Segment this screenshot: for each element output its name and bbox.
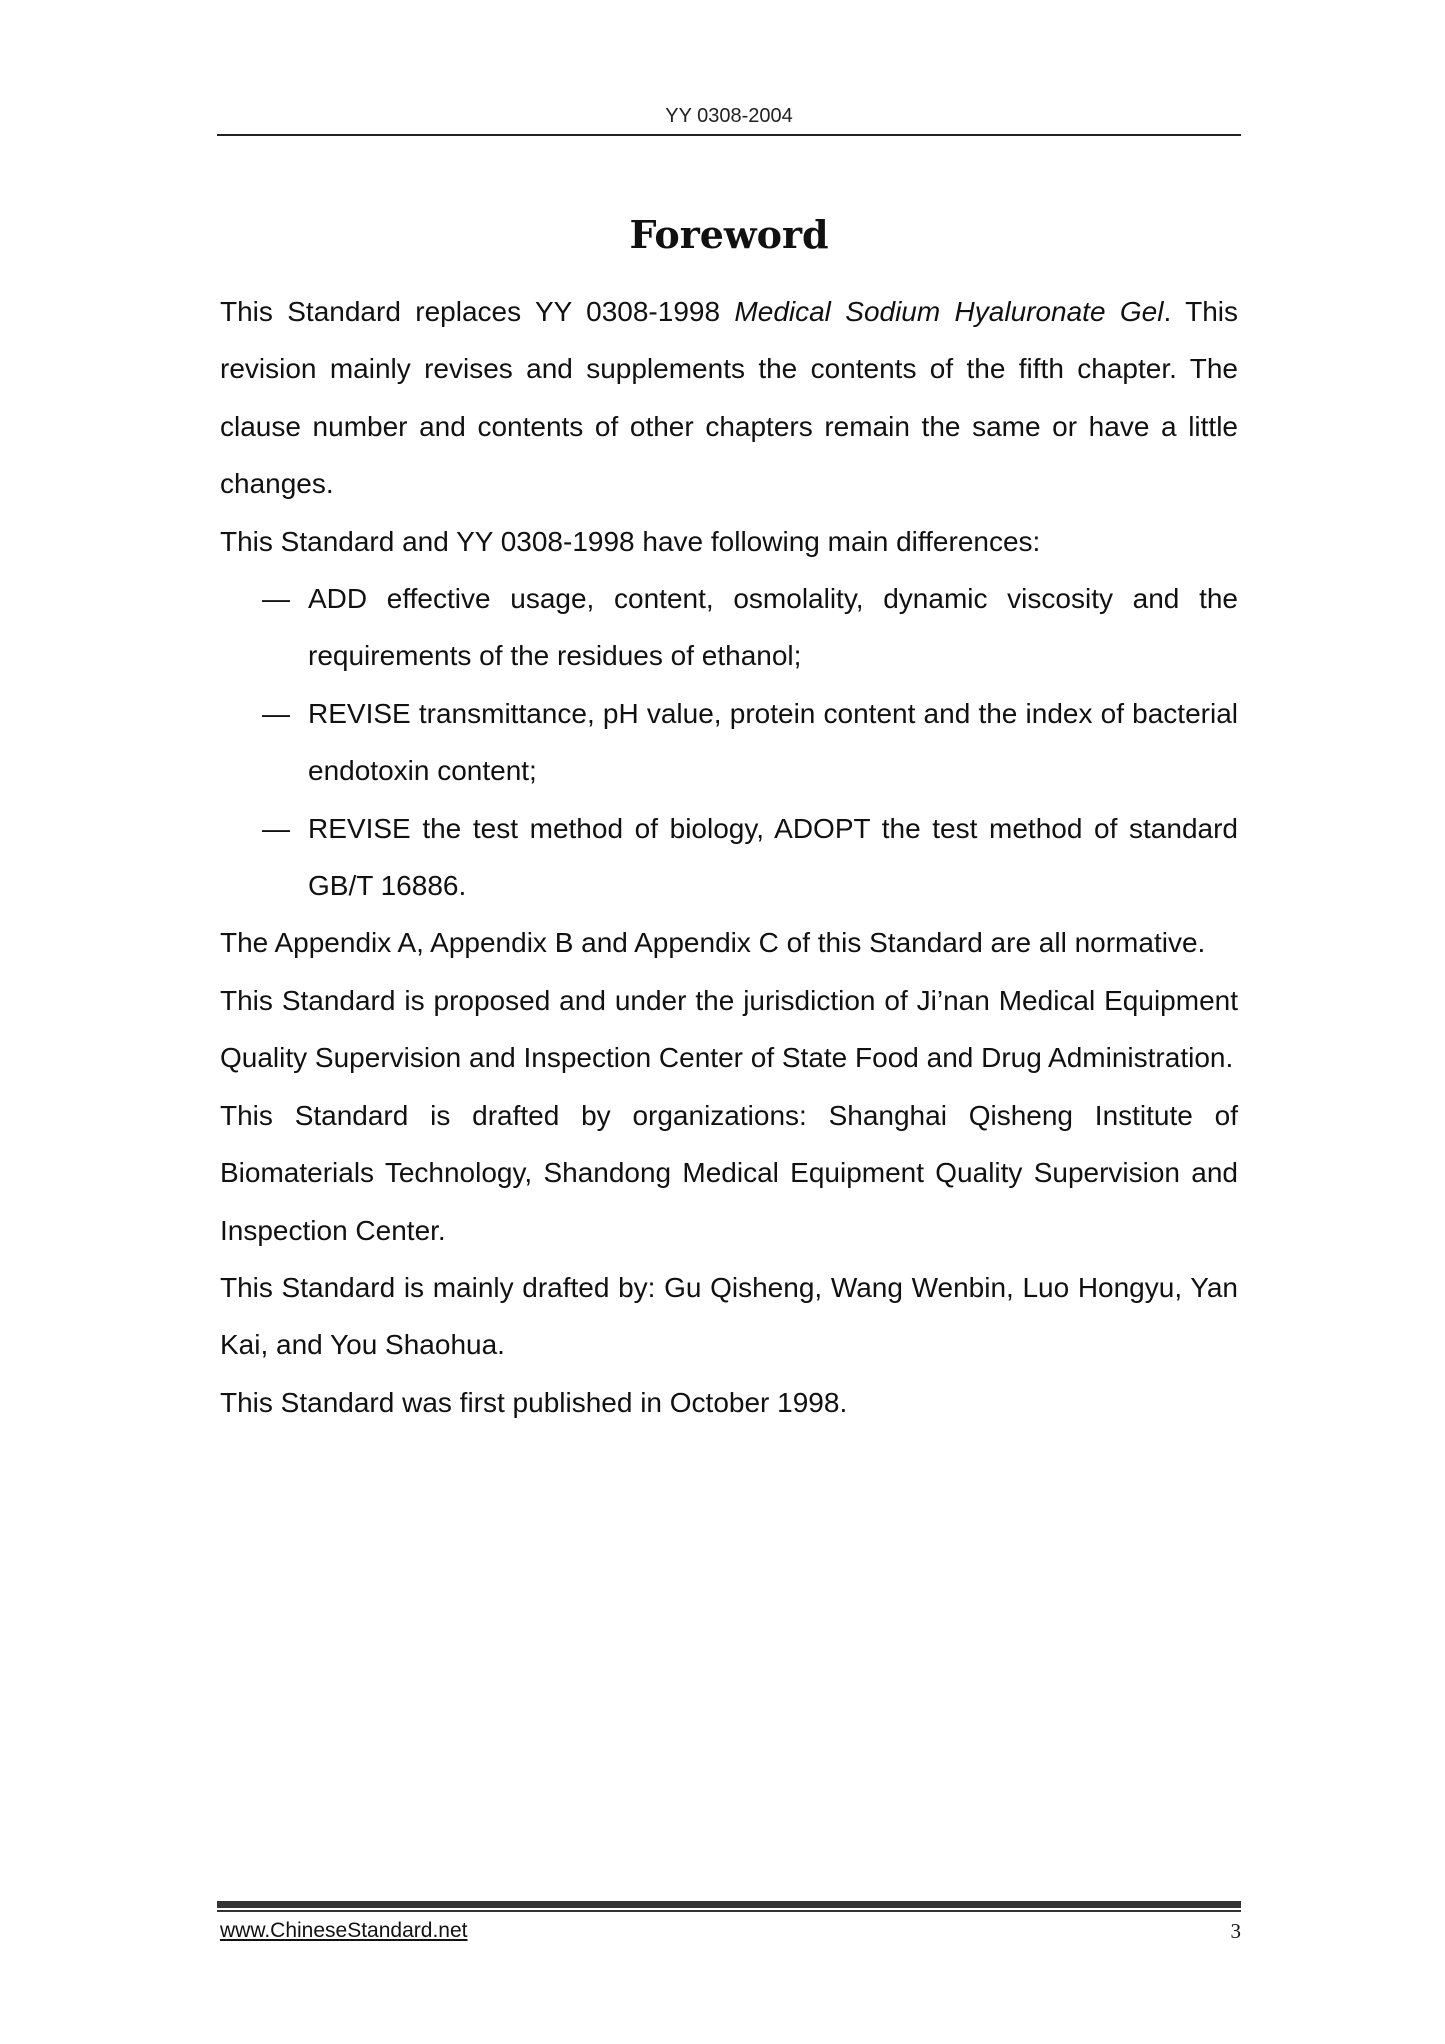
paragraph-replaces-suffix: . This revision mainly revises and supplements the contents of the fifth chapter. The clause number and contents of other chapters remain the same or have a little changes.	[220, 296, 1239, 500]
paragraph-drafters: This Standard is mainly drafted by: Gu Qisheng, Wang Wenbin, Luo Hongyu, Yan Kai, and You Shaohua.	[220, 1271, 1238, 1361]
paragraph-appendix: The Appendix A, Appendix B and Appendix C of this Standard are all normative.	[220, 927, 1206, 959]
dash-bullet: —	[262, 697, 290, 729]
paragraph-replaces-prefix: This Standard replaces YY 0308-1998	[220, 296, 735, 327]
list-item-text: REVISE the test method of biology, ADOPT the test method of standard GB/T 16886.	[308, 812, 1238, 902]
footer-rule	[217, 1901, 1241, 1908]
list-item-text: ADD effective usage, content, osmolality, dynamic viscosity and the requirements of the residues of ethanol;	[308, 583, 1238, 672]
paragraph-drafting-organizations: This Standard is drafted by organizations: Shanghai Qisheng Institute of Biomaterials Technology, Shandong Medical Equipment Quality Supervision and Inspection Center.	[220, 1099, 1238, 1246]
paragraph-first-published: This Standard was first published in October 1998.	[220, 1386, 848, 1418]
website-link[interactable]: www.ChineseStandard.net	[220, 1919, 468, 1942]
foreword-body	[220, 283, 1238, 1431]
page-header	[217, 104, 1241, 136]
list-item	[220, 570, 1238, 685]
list-item-text: REVISE transmittance, pH value, protein content and the index of bacterial endotoxin content;	[308, 697, 1238, 787]
replaced-standard-title: Medical Sodium Hyaluronate Gel	[734, 296, 1164, 327]
page-number: 3	[1230, 1919, 1241, 1943]
dash-bullet: —	[262, 583, 290, 615]
footer-rule-thin	[217, 1910, 1241, 1912]
dash-bullet: —	[262, 812, 290, 844]
page-title: Foreword	[629, 212, 829, 257]
paragraph-replaces	[220, 283, 1238, 513]
list-item	[220, 685, 1238, 800]
paragraph-differences-intro: This Standard and YY 0308-1998 have following main differences:	[220, 525, 1041, 557]
list-item	[220, 800, 1238, 915]
paragraph-jurisdiction: This Standard is proposed and under the jurisdiction of Ji’nan Medical Equipment Quality Supervision and Inspection Center of State Food and Drug Administration.	[220, 984, 1238, 1074]
standard-code: YY 0308-2004	[665, 105, 793, 127]
